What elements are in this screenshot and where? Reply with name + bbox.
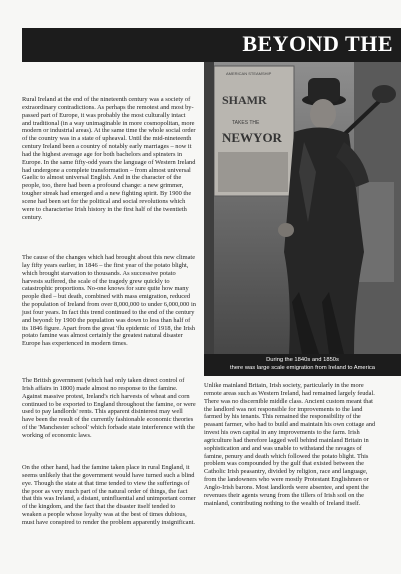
article-paragraph-3	[22, 377, 196, 440]
poster-newyork-text: NEWYOR	[222, 130, 282, 145]
page-title: BEYOND THE	[242, 31, 393, 56]
article-paragraph-2	[22, 254, 196, 348]
article-paragraph-1	[22, 96, 196, 222]
paragraph-text: The British government (which had only taken direct control of Irish affairs in 1800) made almost no response to the famine. Against massive protest, Ireland's rich harvests of wheat and corn continued to be exported to England throughout the famine, or were used to pay landlords' rents. This apparent disinterest may well have been the result of the currently fashionable economic theories of the 'Manchester school' which forbade state interference with the working of economic laws.	[22, 377, 196, 439]
poster-takes-text: TAKES THE	[232, 120, 260, 126]
photo-caption	[204, 354, 401, 376]
poster-shamrock-text: SHAMR	[222, 93, 267, 107]
article-paragraph-4	[22, 464, 196, 527]
emigrant-photo	[204, 62, 401, 354]
caption-line-2: there was large scale emigration from Ireland to America	[230, 364, 375, 371]
paragraph-text: On the other hand, had the famine taken place in rural England, it seems unlikely that the government would have turned such a blind eye. Though the state at that time tended to view the sufferings of the poor as very much part of the natural order of things, the fact that this was Ireland, a distant, uninfluential and unimportant corner of the kingdom, and the fact that the disaster itself tended to weaken a people whose loyalty was at the best of times dubious, must have conspired to render the problem apparently insignificant.	[22, 464, 196, 526]
emigrant-illustration	[204, 62, 401, 354]
title-banner	[22, 28, 401, 62]
poster-small-text: AMERICAN STEAMSHIP	[226, 71, 272, 76]
paragraph-text: Rural Ireland at the end of the nineteenth century was a society of extraordinary contradictions. As perhaps the remotest and most by-passed part of Europe, it was probably the most culturally intact and traditional (in a way unimaginable in more cosmopolitan, more modern or industrial areas). At the same time the whole social order of the country was in a state of upheaval. Until the mid-nineteenth century Ireland been a country of notably early marriages – now it had the highest average age for both bachelors and spinsters in Europe. In the same fifty-odd years the language of Western Ireland had undergone a complete transformation – from almost universal Gaelic to almost universal English. And in the character of the people, too, there had been a profound change: a new grimmer, tougher streak had emerged and a new fighting spirit. By 1900 the scene had been set for the political and social revolutions which were to characterise Irish history in the first half of the twentieth century.	[22, 96, 196, 221]
paragraph-text: Unlike mainland Britain, Irish society, particularly in the more remote areas such as Western Ireland, had remained largely feudal. There was no discernible middle class. Ancient custom meant that the landlord was not responsible for improvements to the land farmed by his tenants. This remained the responsibility of the peasant farmer, who had to build and maintain his own cottage and invest his own capital in any improvements to the farm. Irish agriculture had therefore lagged well behind mainland Britain in sophistication and and was unable to withstand the ravages of famine, penury and death which followed the potato blight. This problem was compounded by the gulf that existed between the Catholic Irish peasantry, divided by religion, race and language, from the landowners who were mostly Protestant Englishmen or Anglo-Irish barons. Most landlords were absentee, and spent the revenues their agents wrung from the tillers of Irish soil on the mainland, contributing nothing to the wealth of Ireland itself.	[204, 382, 376, 507]
caption-line-1: During the 1840s and 1850s	[266, 357, 339, 363]
article-paragraph-5	[204, 382, 380, 508]
paragraph-text: The cause of the changes which had brought about this new climate lay fifty years earlier, in 1846 – the first year of the potato blight, which brought starvation to thousands. As successive potato harvests suffered, the scale of the tragedy grew quickly to catastrophic proportions. No-one knows for sure quite how many people died – but death, combined with mass emigration, reduced the population of Ireland from over 8,000,000 to under 6,000,000 in just four years. In fact this trend continued to the end of the century and beyond: by 1900 the population was down to less than half of its 1846 figure. Apart from the great 'flu epidemic of 1918, the Irish potato famine was almost certainly the greatest natural disaster Europe has experienced in modern times.	[22, 254, 196, 348]
